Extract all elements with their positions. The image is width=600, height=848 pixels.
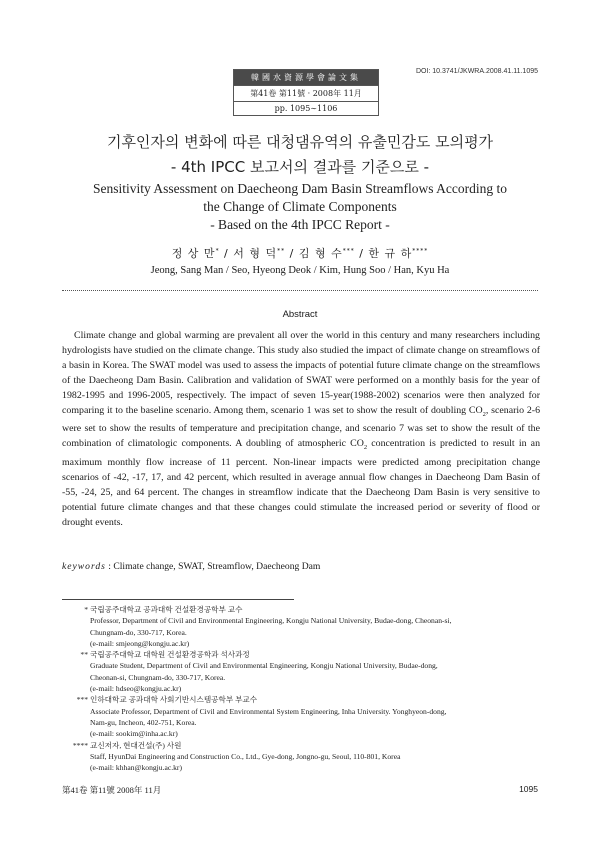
abstract-part-3: concentration is predicted to result in an maximum monthly flow increase of 11 percent. Non-linear impacts were predicted among precipitation change scenarios of -42, -17, 17, and 42 percent, which resulted in average annual flow changes in Daecheong Dam Basin of -55, -24, 25, and 64 percent. The changes in streamflow indicate that the Daecheong Dam Basin is very sensitive to potential future climate changes and that these changes could stimulate the increased period or severity of flood or drought events.: [62, 438, 541, 528]
korean-title-main: 기후인자의 변화에 따른 대청댐유역의 유출민감도 모의평가: [106, 133, 494, 151]
footnote-line: Associate Professor, Department of Civil and Environmental System Engineering, Inha University. Yonghyeon-dong,: [90, 706, 447, 716]
footnote-line: 국립공주대학교 공과대학 건설환경공학부 교수: [90, 605, 243, 614]
footnote: [62, 649, 540, 694]
english-title-line-2: the Change of Climate Components: [203, 199, 397, 214]
author-4-mark: ****: [412, 247, 429, 255]
author-separator: /: [219, 247, 234, 260]
footnote-line: 국립공주대학교 대학원 건설환경공학과 석사과정: [90, 650, 250, 660]
author-1-mark: *: [215, 247, 220, 255]
footnote-line: 교신저자, 현대건설(주) 사원: [90, 740, 182, 750]
footnote-mark: *: [84, 605, 88, 614]
footnote-line[interactable]: (e-mail: hdseo@kongju.ac.kr): [90, 684, 182, 694]
footnote: [62, 694, 540, 739]
doi[interactable]: DOI: 10.3741/JKWRA.2008.41.11.1095: [415, 68, 538, 75]
korean-title: [0, 130, 600, 180]
author-1: 정 상 만: [171, 247, 216, 260]
author-separator: /: [354, 247, 369, 260]
co2-subscript: 2: [482, 410, 486, 418]
abstract-part-1: Climate change and global warming are prevalent all over the world in this century and many researchers including hydrologists have studied on the climate change. This study also studied the impact of climate change on streamflows of a basin in Korea. The SWAT model was used to assess the impacts of potential future climate change on the streamflows of the Daecheong Dam Basin. Calibration and validation of SWAT were performed on a monthly basis for the year of 1982-1995 and 1996-2005, respectively. The impact of seven 15-year(1988-2002) scenarios were then analyzed for comparing it to the baseline scenario. Among them, scenario 1 was set to show the result of doubling CO: [62, 330, 540, 416]
keywords: [62, 561, 320, 572]
footnote-line: Chungnam-do, 330-717, Korea.: [90, 627, 187, 637]
english-authors: Jeong, Sang Man / Seo, Hyeong Deok / Kim, Hung Soo / Han, Kyu Ha: [150, 265, 450, 276]
author-3-mark: ***: [342, 247, 355, 255]
korean-authors: [0, 245, 600, 261]
author-4: 한 규 하: [368, 247, 413, 260]
footnote-line: Nam-gu, Incheon, 402-751, Korea.: [90, 717, 197, 727]
author-2: 서 형 덕: [233, 247, 278, 260]
abstract-part-2: , scenario 2-6 were set to show the results of temperature and precipitation change, and scenario 7 was set to show the result of the combination of climatologic components. A doubling of atmospheric CO: [62, 404, 541, 450]
page-number: 1095: [519, 784, 538, 794]
footnote-line: Professor, Department of Civil and Environmental Engineering, Kongju National University, Budae-dong, Cheonan-si,: [90, 616, 452, 626]
footer-issue: 第41卷 第11號 2008年 11月: [62, 785, 162, 795]
footnote-line: Graduate Student, Department of Civil and Environmental Engineering, Kongju National University, Budae-dong,: [90, 661, 438, 671]
footnote-line[interactable]: (e-mail: sookim@inha.ac.kr): [90, 729, 178, 739]
footnotes: [62, 604, 540, 773]
author-separator: /: [285, 247, 299, 260]
english-title-subtitle: - Based on the 4th IPCC Report -: [210, 217, 390, 232]
footnote-line[interactable]: (e-mail: smjeong@kongju.ac.kr): [90, 638, 190, 648]
journal-name: 韓國水資源學會論文集: [234, 70, 378, 85]
korean-title-sub: - 4th IPCC 보고서의 결과를 기준으로 -: [170, 158, 430, 176]
author-3: 김 형 수: [298, 247, 343, 260]
footnote-line: Cheonan-si, Chungnam-do, 330-717, Korea.: [90, 672, 226, 682]
footnote-line[interactable]: (e-mail: khhan@kongju.ac.kr): [90, 763, 182, 773]
abstract-heading: Abstract: [282, 309, 318, 320]
english-title-line-1: Sensitivity Assessment on Daecheong Dam Basin Streamflows According to: [93, 181, 507, 196]
footnote: [62, 604, 540, 649]
journal-info-box: [233, 69, 379, 116]
footnote-mark: **: [80, 650, 88, 660]
journal-issue: 第41卷 第11號 · 2008年 11月: [234, 85, 378, 101]
footnote-mark: ***: [76, 695, 88, 705]
footnote-mark: ****: [72, 740, 88, 750]
abstract-body: [62, 329, 540, 531]
header-divider: [62, 290, 538, 291]
footnote-rule: [62, 599, 294, 600]
author-2-mark: **: [277, 247, 286, 255]
keywords-text: : Climate change, SWAT, Streamflow, Daecheong Dam: [105, 561, 321, 572]
co2-subscript: 2: [363, 444, 368, 452]
footnote: [62, 740, 540, 774]
keywords-label: keywords: [62, 561, 106, 572]
footnote-line: Staff, HyunDai Engineering and Construction Co., Ltd., Gye-dong, Jongno-gu, Seoul, 110-801, Korea: [90, 751, 401, 761]
footnote-line: 인하대학교 공과대학 사회기반시스템공학부 부교수: [90, 695, 258, 705]
journal-pages: pp. 1095∼1106: [234, 101, 378, 115]
english-title: [0, 180, 600, 234]
